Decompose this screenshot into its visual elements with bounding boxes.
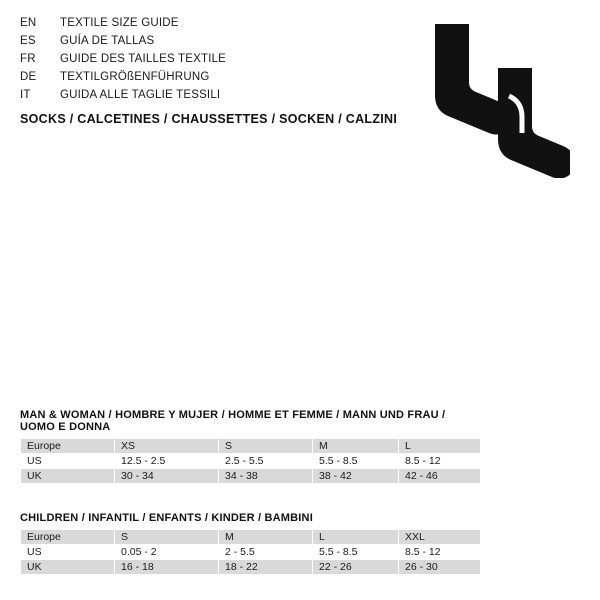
table-cell: 8.5 - 12 [399,545,481,560]
table-row [21,439,481,454]
table-cell: 2.5 - 5.5 [219,454,313,469]
table-cell: 12.5 - 2.5 [115,454,219,469]
table-cell: US [21,454,115,469]
table-row [21,560,481,575]
table-cell: 30 - 34 [115,469,219,484]
table-cell: Europe [21,439,115,454]
language-row-en [20,17,380,35]
page-title: SOCKS / CALCETINES / CHAUSSETTES / SOCKEN / CALZINI [20,112,398,126]
table-cell: S [115,530,219,545]
language-code: FR [20,53,36,65]
table-section-children [20,512,480,575]
size-table-children [20,529,481,575]
table-cell: M [219,530,313,545]
table-cell: 0.05 - 2 [115,545,219,560]
table-cell: 5.5 - 8.5 [313,454,399,469]
table-row [21,469,481,484]
table-row [21,545,481,560]
table-cell: 38 - 42 [313,469,399,484]
table-cell: 8.5 - 12 [399,454,481,469]
table-row [21,530,481,545]
table-cell: 26 - 30 [399,560,481,575]
table-cell: 2 - 5.5 [219,545,313,560]
language-text: GUIDE DES TAILLES TEXTILE [60,53,227,65]
language-list [20,17,380,107]
table-cell: UK [21,469,115,484]
table-cell: L [313,530,399,545]
table-cell: UK [21,560,115,575]
table-cell: XS [115,439,219,454]
language-code: IT [20,89,31,101]
table-cell: 22 - 26 [313,560,399,575]
table-cell: Europe [21,530,115,545]
language-text: GUIDA ALLE TAGLIE TESSILI [60,89,221,101]
table-cell: 34 - 38 [219,469,313,484]
language-row-it [20,89,380,107]
table-cell: 42 - 46 [399,469,481,484]
table-cell: US [21,545,115,560]
table-cell: 16 - 18 [115,560,219,575]
table-cell: S [219,439,313,454]
language-code: EN [20,17,37,29]
language-row-fr [20,53,380,71]
table-cell: XXL [399,530,481,545]
table-caption: CHILDREN / INFANTIL / ENFANTS / KINDER / BAMBINI [20,512,313,524]
language-row-es [20,35,380,53]
table-cell: M [313,439,399,454]
language-row-de [20,71,380,89]
table-cell: 18 - 22 [219,560,313,575]
table-cell: 5.5 - 8.5 [313,545,399,560]
language-text: TEXTILE SIZE GUIDE [60,17,179,29]
table-caption: MAN & WOMAN / HOMBRE Y MUJER / HOMME ET FEMME / MANN UND FRAU / UOMO E DONNA [20,409,446,433]
language-text: GUÍA DE TALLAS [60,35,155,47]
table-row [21,454,481,469]
socks-illustration [405,18,570,178]
language-code: DE [20,71,37,83]
table-cell: L [399,439,481,454]
language-text: TEXTILGRÖßENFÜHRUNG [60,71,210,83]
size-table-adults [20,438,481,484]
language-code: ES [20,35,36,47]
table-section-adults [20,409,480,484]
